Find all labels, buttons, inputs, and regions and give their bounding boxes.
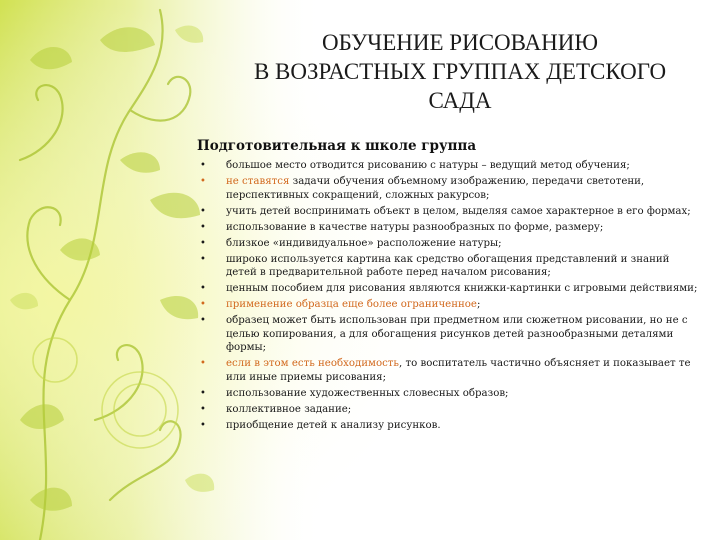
list-item [197,314,702,355]
title-line-1: ОБУЧЕНИЕ РИСОВАНИЮ [321,30,599,55]
bullet-icon: • [200,205,206,217]
item-text: коллективное задание; [226,403,352,415]
list-item [197,221,702,235]
item-text: ценным пособием для рисования являются книжки-картинки с игровыми действиями; [226,283,698,295]
item-text: большое место отводится рисованию с натуры – ведущий метод обучения; [226,160,630,171]
section-subtitle: Подготовительная к школе группа [197,138,477,154]
bullet-icon: • [200,403,206,415]
bullet-icon: • [200,387,206,399]
item-text: образец может быть использован при предметном или сюжетном рисовании, но не с целью копирования, а для обогащения рисунков детей разнообразными деталями формы; [226,315,688,354]
bullet-icon: • [200,283,206,295]
item-text: учить детей воспринимать объект в целом, выделяя самое характерное в его формах; [226,205,691,217]
list-item [197,387,702,401]
list-item [197,159,702,173]
list-item [197,175,702,202]
item-text: приобщение детей к анализу рисунков. [226,419,441,431]
bullet-icon: • [200,315,206,327]
item-text: близкое «индивидуальное» расположение натуры; [226,237,502,249]
bullet-icon: • [200,299,206,311]
bullet-icon: • [200,419,206,431]
item-text: использование в качестве натуры разнообразных по форме, размеру; [226,221,604,233]
slide-title [215,28,705,115]
bullet-icon: • [200,175,206,187]
title-line-3: САДА [428,88,492,113]
item-text: задачи обучения объемному изображению, передачи светотени, перспективных сокращений, сложных ракурсов; [226,175,645,201]
list-item [197,403,702,417]
highlighted-text: если в этом есть необходимость [226,358,399,370]
list-item [197,205,702,219]
bullet-icon: • [200,221,206,233]
item-text: , то воспитатель частично объясняет и показывает те или иные приемы рисования; [226,358,691,383]
list-item [197,298,702,312]
list-item [197,282,702,296]
title-line-2: В ВОЗРАСТНЫХ ГРУППАХ ДЕТСКОГО [253,59,667,84]
item-text: использование художественных словесных образов; [226,387,509,399]
bullet-icon: • [200,237,206,249]
list-item [197,237,702,251]
list-item [197,357,702,384]
item-text: широко используется картина как средство обогащения представлений и знаний детей в предварительной работе перед началом рисования; [226,253,670,279]
bullet-icon: • [200,160,206,171]
bullet-icon: • [200,358,206,370]
bullet-list [197,159,702,435]
list-item [197,419,702,433]
list-item [197,253,702,280]
highlighted-text: применение образца еще более ограниченное [226,299,477,311]
item-text: ; [476,299,481,311]
bullet-icon: • [200,253,206,265]
highlighted-text: не ставятся [226,175,290,187]
